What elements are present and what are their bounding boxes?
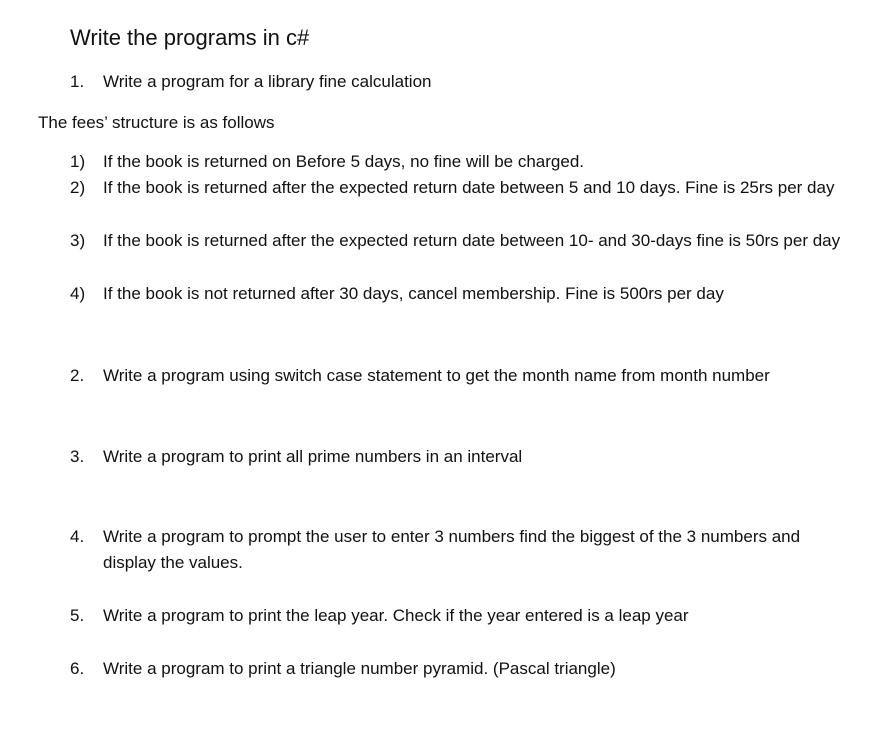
program-text: Write a program to print a triangle number pyramid. (Pascal triangle)	[103, 659, 616, 678]
program-number: 5.	[70, 606, 85, 625]
program-number: 1.	[70, 72, 85, 91]
fee-rule-text: If the book is returned after the expected return date between 10- and 30-days fine is 50rs per day	[103, 231, 841, 250]
program-text: Write a program to print all prime numbers in an interval	[103, 447, 523, 466]
fee-rule-2	[70, 175, 860, 227]
fee-rule-text: If the book is not returned after 30 days, cancel membership. Fine is 500rs per day	[103, 284, 724, 303]
program-text: Write a program to print the leap year. Check if the year entered is a leap year	[103, 606, 689, 625]
page-title: Write the programs in c#	[70, 25, 310, 50]
program-item-4	[70, 524, 860, 576]
program-number: 2.	[70, 366, 85, 385]
program-text: Write a program for a library fine calculation	[103, 72, 432, 91]
fee-rule-number: 2)	[70, 178, 86, 197]
program-text: Write a program to prompt the user to enter 3 numbers find the biggest of the 3 numbers and display the values.	[103, 527, 801, 572]
program-number: 3.	[70, 447, 85, 466]
fee-rule-number: 3)	[70, 231, 86, 250]
fee-rule-number: 1)	[70, 152, 86, 171]
program-number: 6.	[70, 659, 85, 678]
fee-rule-text: If the book is returned on Before 5 days, no fine will be charged.	[103, 152, 585, 171]
fee-rule-3	[70, 228, 860, 280]
fee-rule-number: 4)	[70, 284, 86, 303]
fees-heading: The fees’ structure is as follows	[38, 113, 275, 132]
program-number: 4.	[70, 527, 85, 546]
fee-rule-text: If the book is returned after the expected return date between 5 and 10 days. Fine is 25rs per day	[103, 178, 835, 197]
program-text: Write a program using switch case statement to get the month name from month number	[103, 366, 770, 385]
